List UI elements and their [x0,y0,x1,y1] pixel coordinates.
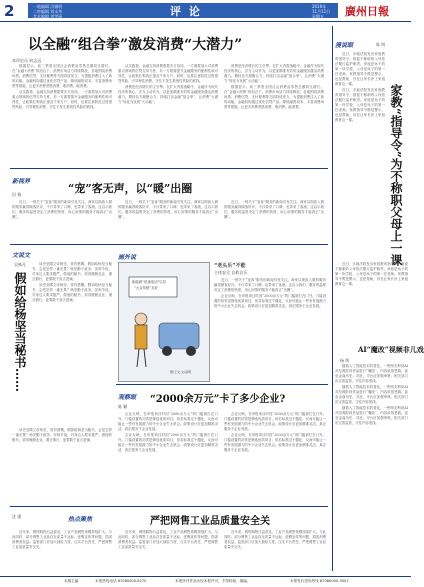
chong-headline: “宠”客无声，以“暖”出圈 [68,182,193,195]
sidebar-column-2 [335,262,408,340]
paragraph: 读史至隋文帝杨坚，常有感慨。假如给杨坚当秘书，会是怎样一番光景？杨坚勤于政务，崇尚节俭，对身边人要求极严。做他的秘书，须得兢兢业业、谨言慎行，更要敢于直言进谏。 [32,262,112,281]
lead-column-3 [224,64,324,164]
sidebar-divider [332,26,334,571]
bottom-byline: 沈 强 [12,514,22,519]
paragraph: 近日，一则关于“宠客”服务的新闻引发关注。商家以细致入微的服务赢得顾客好评，不仅带来了口碑，也带来了客流。这启示我们，服务的温度决定了消费的热度，用心用情的服务才能真正“出圈”。 [118,200,218,219]
cartoon-credit: 图/王文 文/高明 [170,370,191,374]
footer-hotline: 本报热线电话 87080000-8270 [95,579,147,583]
sidebar-tag: 漫说眼 [335,42,354,49]
cartoon-quote: “老头乐”不能 [214,263,246,269]
footer-left: 本版主编 [64,579,79,583]
paragraph: 消费是经济增长的主引擎。在扩大内需战略中，金融作为现代经济的核心，应当主动作为，以更加精准有效的金融服务激活消费潜力。期待各方凝聚合力，持续打出金融“组合拳”，让消费“大潜力”转化为发展“大动能”。 [118,85,218,104]
paragraph: 近年来，网络购物日益普及，工业产品网售规模持续扩大。与此同时，部分网售工业品存在质量不达标、虚假宣传等问题，损害消费者权益。监管部门应加大抽检力度，压实平台责任，严把网售工业品质量安全关。 [224,530,326,549]
date-line: 11月11日 [312,9,331,14]
bottom-column-3 [224,530,326,572]
paragraph: 企业反映，在申报项目时因“2000余万元”的门槛被拦在门外。门槛设置的初衷是筛选优质项目，但若标准过于僵化，反而可能让一些有发展潜力的中小企业失去机会。政策设计应更加精准灵活，真正服务于企业发展。 [118,412,218,431]
paragraph: 企业反映，在申报项目时因“2000余万元”的门槛被拦在门外。门槛设置的初衷是筛选优质项目，但若标准过于僵化，反而可能让一些有发展潜力的中小企业失去机会。政策设计应更加精准灵活，真正服务于企业发展。 [214,294,326,308]
footer-copyright: 本报所刊作品未经本报许可，不得转载、摘编。 [175,579,251,583]
paragraph: 近日，一则关于“宠客”服务的新闻引发关注。商家以细致入微的服务赢得顾客好评，不仅带来了口碑，也带来了客流。这启示我们，服务的温度决定了消费的热度，用心用情的服务才能真正“出圈”。 [224,200,324,219]
sidebar-byline: 陈 明 [376,42,386,47]
cartoon-quote-sub: 主体安全 自救自乐 [214,270,248,275]
chong-byline: 田 杨 [12,192,22,197]
chong-column-3 [224,200,324,240]
paragraph: 近年来，网络购物日益普及，工业产品网售规模持续扩大。与此同时，部分网售工业品存在质量不达标、虚假宣传等问题，损害消费者权益。监管部门应加大抽检力度，压实平台责任，严把网售工业品质量安全关。 [118,530,218,549]
divider [10,244,328,245]
paragraph: 企业反映，在申报项目时因“2000余万元”的门槛被拦在门外。门槛设置的初衷是筛选优质项目，但若标准过于僵化，反而可能让一些有发展潜力的中小企业失去机会。政策设计应更加精准灵活，真正服务于企业发展。 [224,433,326,452]
paragraph: 近日，多地法院发出家庭教育指导令，督促不称职的父母依法履行监护职责。家庭是孩子的第一所学校，父母是孩子的第一任老师。家教指导令既是警示，也是帮助，旨在让家长补上家庭教育这一课。 [335,88,385,122]
paragraph: 近日，一则关于“宠客”服务的新闻引发关注。商家以细致入微的服务赢得顾客好评，不仅带来了口碑，也带来了客流。这启示我们，服务的温度决定了消费的热度，用心用情的服务才能真正“出圈”。 [12,200,112,219]
jia-column-1 [32,262,112,422]
sidebar-vertical-title: 家教“指导令”为不称职父母上一课 [389,84,403,266]
divider [116,384,328,385]
mid-column-1 [118,412,218,502]
divider [10,506,328,507]
chong-tag: 新视界 [12,178,31,185]
paragraph: 随着人工智能技术的普及，一些网友利用AI对经典影视作品进行“魔改”，内容低俗恶搞，甚至歪曲历史。对此，平台应加强审核，相关部门应完善监管，守住内容底线。 [335,406,408,425]
lead-headline: 以全融“组合拳”激发消费“大潜力” [28,37,243,53]
paragraph: 读史至隋文帝杨坚，常有感慨。假如给杨坚当秘书，会是怎样一番光景？杨坚勤于政务，崇尚节俭，对身边人要求极严。做他的秘书，须得兢兢业业、谨言慎行，更要敢于直言进谏。 [32,283,112,302]
ai-byline: 杨 鸣 [340,358,350,363]
bottom-column-1 [12,530,112,572]
footer-rule [0,576,411,577]
lead-column-1 [12,64,112,164]
mid-tag: 观察眼 [118,394,137,401]
bottom-headline: 严把网售工业品质量安全关 [150,516,270,527]
header-rule [0,21,411,22]
paragraph: 近日，多地法院发出家庭教育指导令，督促不称职的父母依法履行监护职责。家庭是孩子的第一所学校，父母是孩子的第一任老师。家教指导令既是警示，也是帮助，旨在让家长补上家庭教育这一课。 [335,262,408,286]
footer-complaint: 本报发行投诉热线 87080000-3001 [290,579,349,583]
paragraph: 近日，多地法院发出家庭教育指导令，督促不称职的父母依法履行监护职责。家庭是孩子的第一所学校，父母是孩子的第一任老师。家教指导令既是警示，也是帮助，旨在让家长补上家庭教育这一课。 [335,52,385,86]
jia-tag: 文说文 [12,252,31,259]
date-line: 星期五 [312,14,324,19]
mid-headline: “2000余万元”卡了多少企业? [150,394,286,405]
page-number: 2 [4,2,15,20]
paragraph: 读史至隋文帝杨坚，常有感慨。假如给杨坚当秘书，会是怎样一番光景？杨坚勤于政务，崇尚节俭，对身边人要求极严。做他的秘书，须得兢兢业业、谨言慎行，更要敢于直言进谏。 [12,428,112,442]
paragraph: 随着人工智能技术的普及，一些网友利用AI对经典影视作品进行“魔改”，内容低俗恶搞，甚至歪曲历史。对此，平台应加强审核，相关部门应完善监管，守住内容底线。 [335,385,408,404]
cartoon-commentary [214,278,326,378]
newspaper-logo: 廣州日報 [345,5,389,18]
mid-column-2 [224,412,326,502]
paragraph: 近年来，网络购物日益普及，工业产品网售规模持续扩大。与此同时，部分网售工业品存在质量不达标、虚假宣传等问题，损害消费者权益。监管部门应加大抽检力度，压实平台责任，严把网售工业品质量安全关。 [12,530,112,549]
editor-line: 美术编辑 刘雪丽 [33,14,63,19]
cartoon-tag: 画外说 [118,254,137,261]
divider [10,168,328,169]
paragraph: 近日，一则关于“宠客”服务的新闻引发关注。商家以细致入微的服务赢得顾客好评，不仅带来了口碑，也带来了客流。这启示我们，服务的温度决定了消费的热度，用心用情的服务才能真正“出圈”。 [214,278,326,292]
jia-byline: 吴林凡 [14,262,26,267]
bottom-tag: 热点聚焦 [68,516,93,523]
lead-byline: 本评论员 何志远 [12,58,42,63]
paragraph: 数据显示，前三季度全国社会消费品零售总额同比增长。在“金融+消费”的组合下，消费市场活力持续释放，各地围绕消费场景、消费信贷、支付便利等方面持续发力，为提振消费注入了新的动能。金融机构通过优化信贷产品、降低融资成本、丰富消费场景等措施，让更多消费者愿消费、敢消费、能消费。 [224,85,324,109]
editor-credits [33,4,93,19]
editor-line: 二审编辑 刘永华 [33,9,63,14]
bottom-column-2 [118,530,218,572]
date-line: 2016年 [312,4,327,9]
paragraph: 随着人工智能技术的普及，一些网友利用AI对经典影视作品进行“魔改”，内容低俗恶搞，甚至歪曲历史。对此，平台应加强审核，相关部门应完善监管，守住内容底线。 [335,364,408,383]
mid-byline: 陈 颖 [118,404,128,409]
cartoon-sign-line-1: 新能源“低速电动”以旧 [132,280,167,284]
ai-headline: AI“魔改”视频非儿戏 [358,345,424,354]
paragraph: 数据显示，前三季度全国社会消费品零售总额同比增长。在“金融+消费”的组合下，消费市场活力持续释放，各地围绕消费场景、消费信贷、支付便利等方面持续发力，为提振消费注入了新的动能。金融机构通过优化信贷产品、降低融资成本、丰富消费场景等措施，让更多消费者愿消费、敢消费、能消费。 [12,64,112,88]
ai-column [335,364,408,564]
paragraph: 从实践看，金融支持消费需要多方协同。一方面要加大对消费重点领域的信贷支持力度，另一方面要提升金融服务的便利性和可得性，让政策红利真正惠及千家万户。同时，也要注意防范过度借贷风险，引导理性消费，守住不发生系统性风险的底线。 [12,90,112,109]
paragraph: 企业反映，在申报项目时因“2000余万元”的门槛被拦在门外。门槛设置的初衷是筛选优质项目，但若标准过于僵化，反而可能让一些有发展潜力的中小企业失去机会。政策设计应更加精准灵活，真正服务于企业发展。 [118,433,218,452]
chong-column-1 [12,200,112,240]
paragraph: 消费是经济增长的主引擎。在扩大内需战略中，金融作为现代经济的核心，应当主动作为，以更加精准有效的金融服务激活消费潜力。期待各方凝聚合力，持续打出金融“组合拳”，让消费“大潜力”转化为发展“大动能”。 [224,64,324,83]
section-title: 评 论 [170,5,202,18]
cartoon-sign-line-2: “大众驾驶”友好 [134,286,158,290]
jia-vertical-title: 假如给杨坚当秘书…… [13,272,27,392]
sidebar-column-1 [335,52,385,262]
jia-column-2 [12,428,112,488]
chong-column-2 [118,200,218,240]
lead-column-2 [118,64,218,164]
issue-date [312,4,330,19]
paragraph: 从实践看，金融支持消费需要多方协同。一方面要加大对消费重点领域的信贷支持力度，另一方面要提升金融服务的便利性和可得性，让政策红利真正惠及千家万户。同时，也要注意防范过度借贷风险，引导理性消费，守住不发生系统性风险的底线。 [118,64,218,83]
editor-line: 一地编辑 冯锡明 [33,4,63,9]
paragraph: 企业反映，在申报项目时因“2000余万元”的门槛被拦在门外。门槛设置的初衷是筛选优质项目，但若标准过于僵化，反而可能让一些有发展潜力的中小企业失去机会。政策设计应更加精准灵活，真正服务于企业发展。 [224,412,326,431]
